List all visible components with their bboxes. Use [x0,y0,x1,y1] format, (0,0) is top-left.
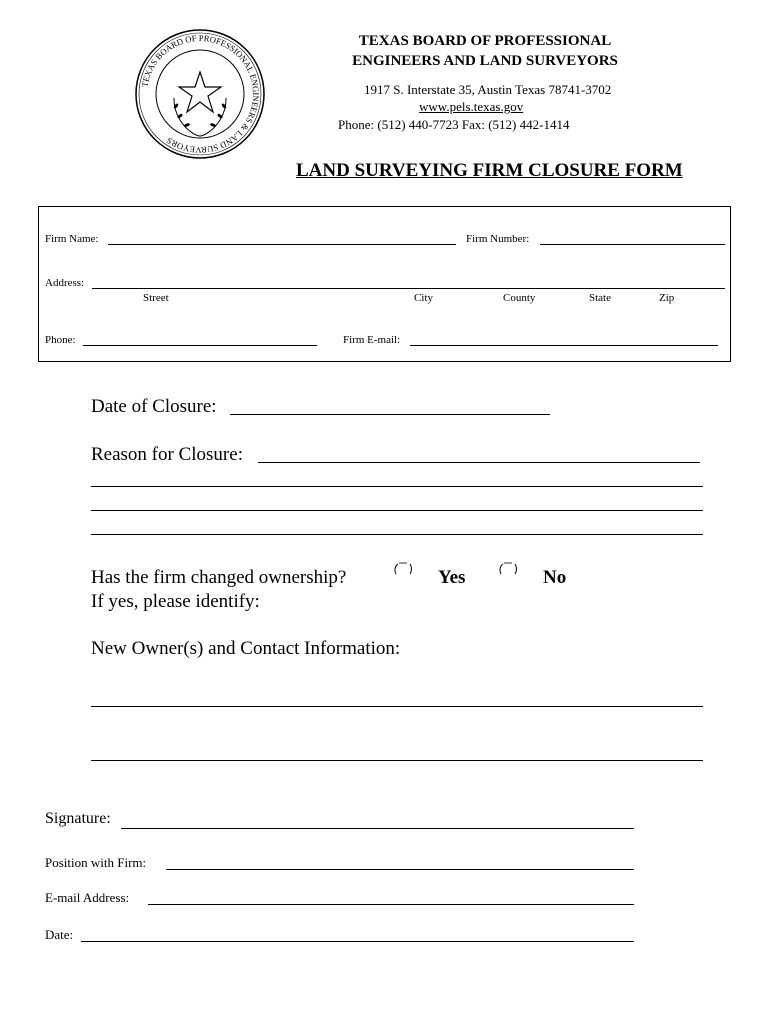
address-field[interactable] [92,288,725,289]
reason-field-line1[interactable] [258,462,700,463]
org-name-line2: ENGINEERS AND LAND SURVEYORS [352,53,618,69]
org-phone-fax: Phone: (512) 440-7723 Fax: (512) 442-1414 [338,117,570,132]
email-address-field[interactable] [148,904,634,905]
no-option-label: No [543,567,567,588]
city-sublabel: City [414,292,433,304]
firm-email-label: Firm E-mail: [343,334,401,346]
date-field[interactable] [81,941,634,942]
reason-field-line3[interactable] [91,510,703,511]
zip-sublabel: Zip [659,292,675,304]
org-website-link[interactable]: www.pels.texas.gov [419,99,524,114]
if-yes-label: If yes, please identify: [91,591,260,612]
form-title: LAND SURVEYING FIRM CLOSURE FORM [296,160,683,181]
new-owner-field-line1[interactable] [91,706,703,707]
address-label: Address: [45,277,85,289]
board-seal-logo [134,28,266,160]
signature-field[interactable] [121,828,634,829]
firm-number-label: Firm Number: [466,233,530,245]
firm-email-field[interactable] [410,345,718,346]
reason-field-line4[interactable] [91,534,703,535]
svg-text:TEXAS BOARD OF PROFESSIONAL EN: TEXAS BOARD OF PROFESSIONAL ENGINEERS & LAND SURVEYORS [139,32,262,156]
firm-name-label: Firm Name: [45,233,99,245]
date-of-closure-label: Date of Closure: [91,396,217,417]
ownership-question: Has the firm changed ownership? [91,567,347,588]
org-name-line1: TEXAS BOARD OF PROFESSIONAL [358,33,612,49]
street-sublabel: Street [143,292,169,304]
county-sublabel: County [503,292,536,304]
yes-option-label: Yes [438,567,466,588]
position-label: Position with Firm: [45,855,147,870]
phone-field[interactable] [83,345,317,346]
date-label: Date: [45,927,74,942]
no-radio-icon[interactable] [497,562,519,578]
yes-radio-icon[interactable] [392,562,414,578]
reason-field-line2[interactable] [91,486,703,487]
state-sublabel: State [589,292,611,304]
firm-name-field[interactable] [108,244,456,245]
reason-for-closure-label: Reason for Closure: [91,444,243,465]
firm-number-field[interactable] [540,244,725,245]
new-owner-label: New Owner(s) and Contact Information: [91,638,401,659]
date-of-closure-field[interactable] [230,414,550,415]
org-address: 1917 S. Interstate 35, Austin Texas 78741-3702 [364,82,612,97]
email-address-label: E-mail Address: [45,890,130,905]
new-owner-field-line2[interactable] [91,760,703,761]
signature-label: Signature: [45,810,111,827]
position-field[interactable] [166,869,634,870]
phone-label: Phone: [45,334,76,346]
